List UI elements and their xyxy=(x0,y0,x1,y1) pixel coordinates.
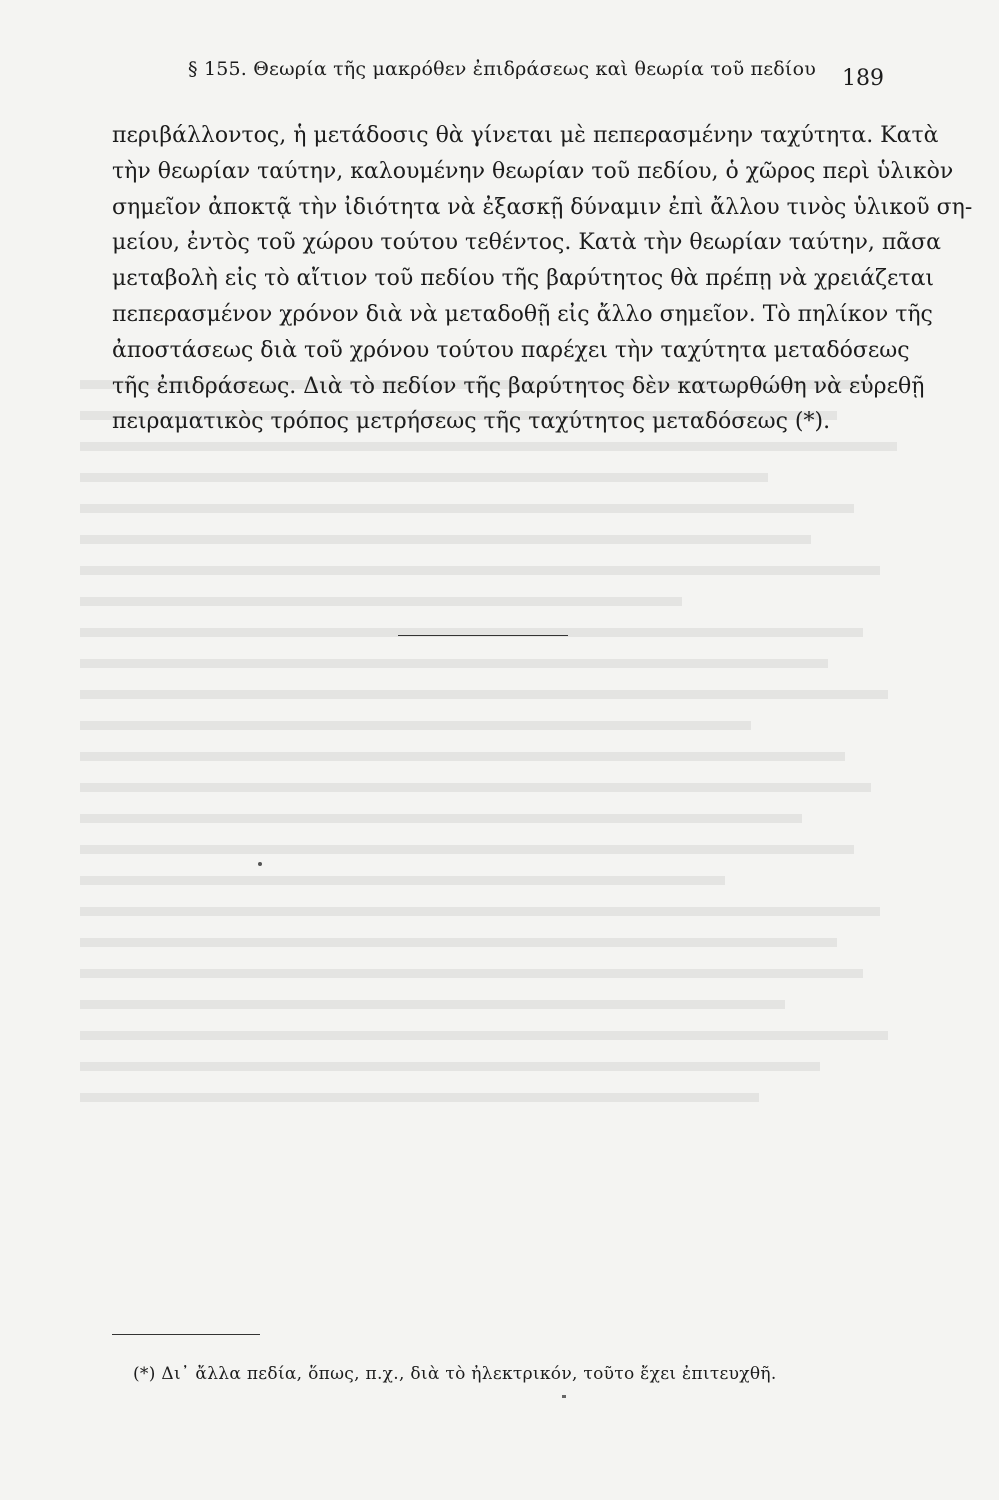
body-paragraph xyxy=(112,118,973,440)
text-line: μείου, ἐντὸς τοῦ χώρου τούτου τεθέντος. Κατὰ τὴν θεωρίαν ταύτην, πᾶσα xyxy=(112,230,942,256)
footnote: (*) Δι᾿ ἄλλα πεδία, ὅπως, π.χ., διὰ τὸ ἠλεκτρικόν, τοῦτο ἔχει ἐπιτευχθῆ. xyxy=(133,1364,777,1384)
text-line: ἀποστάσεως διὰ τοῦ χρόνου τούτου παρέχει τὴν ταχύτητα μεταδόσεως xyxy=(112,337,910,363)
text-line: τὴν θεωρίαν ταύτην, καλουμένην θεωρίαν τοῦ πεδίου, ὁ χῶρος περὶ ὑλικὸν xyxy=(112,158,954,184)
show-through-background xyxy=(80,380,940,1240)
footnote-rule xyxy=(112,1334,260,1335)
text-line: πεπερασμένον χρόνον διὰ νὰ μεταδοθῇ εἰς ἄλλο σημεῖον. Τὸ πηλίκον τῆς xyxy=(112,301,933,327)
running-head: § 155. Θεωρία τῆς μακρόθεν ἐπιδράσεως καὶ θεωρία τοῦ πεδίου xyxy=(188,58,816,80)
text-line: μεταβολὴ εἰς τὸ αἴτιον τοῦ πεδίου τῆς βαρύτητος θὰ πρέπῃ νὰ χρειάζεται xyxy=(112,266,935,292)
stray-mark xyxy=(562,1395,566,1398)
text-line: τῆς ἐπιδράσεως. Διὰ τὸ πεδίον τῆς βαρύτητος δὲν κατωρθώθη νὰ εὑρεθῇ xyxy=(112,373,925,399)
text-line: σημεῖον ἀποκτᾷ τὴν ἰδιότητα νὰ ἐξασκῇ δύναμιν ἐπὶ ἄλλου τινὸς ὑλικοῦ ση- xyxy=(112,194,973,220)
text-line: περιβάλλοντος, ἡ μετάδοσις θὰ γίνεται μὲ πεπερασμένην ταχύτητα. Κατὰ xyxy=(112,123,939,148)
page-number: 189 xyxy=(842,66,884,91)
section-end-rule xyxy=(398,635,568,636)
text-line: πειραματικὸς τρόπος μετρήσεως τῆς ταχύτητος μεταδόσεως (*). xyxy=(112,409,831,435)
stray-mark xyxy=(258,862,262,866)
